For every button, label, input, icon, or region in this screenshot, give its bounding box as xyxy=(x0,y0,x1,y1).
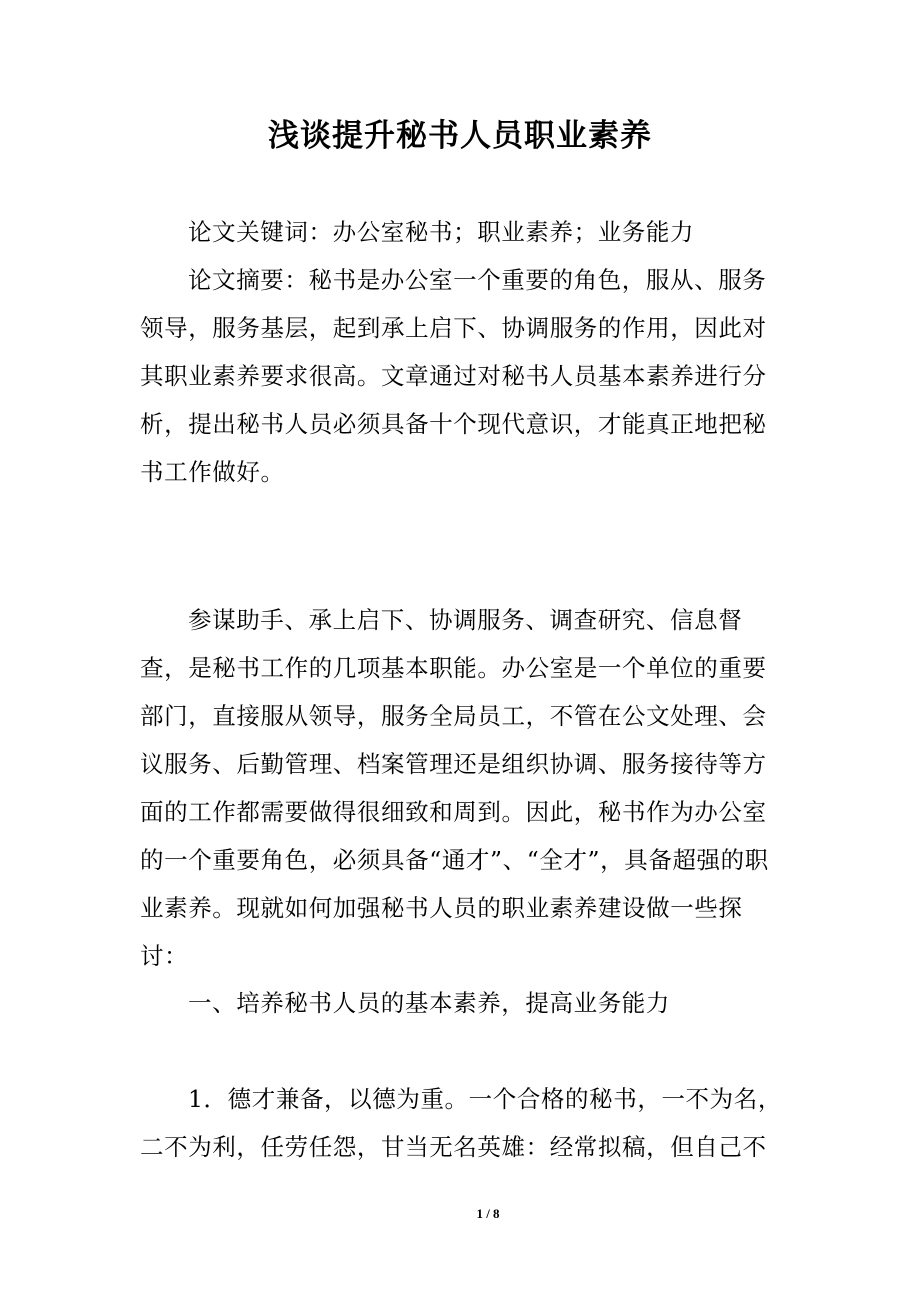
section-heading: 一、培养秘书人员的基本素养，提高业务能力 xyxy=(188,989,670,1017)
page-number: 1 / 8 xyxy=(476,1206,500,1221)
abstract-paragraph: 论文摘要：秘书是办公室一个重要的角色，服从、服务领导，服务基层，起到承上启下、协调服务的作用，因此对其职业素养要求很高。文章通过对秘书人员基本素养进行分析，提出秘书人员必须具备十个现代意识，才能真正地把秘书工作做好。 xyxy=(140,266,767,486)
list-item: 1．德才兼备，以德为重。一个合格的秘书，一不为名，二不为利，任劳任怨，甘当无名英雄：经常拟稿，但自己不 xyxy=(140,1085,782,1161)
document-title: 浅谈提升秘书人员职业素养 xyxy=(268,118,652,154)
keywords-paragraph: 论文关键词：办公室秘书；职业素养；业务能力 xyxy=(188,218,695,246)
body-paragraph: 参谋助手、承上启下、协调服务、调查研究、信息督查，是秘书工作的几项基本职能。办公室是一个单位的重要部门，直接服从领导，服务全局员工，不管在公文处理、会议服务、后勤管理、档案管理还是组织协调、服务接待等方面的工作都需要做得很细致和周到。因此，秘书作为办公室的一个重要角色，必须具备“通才”、“全才”，具备超强的职业素养。现就如何加强秘书人员的职业素养建设做一些探讨： xyxy=(140,606,769,970)
